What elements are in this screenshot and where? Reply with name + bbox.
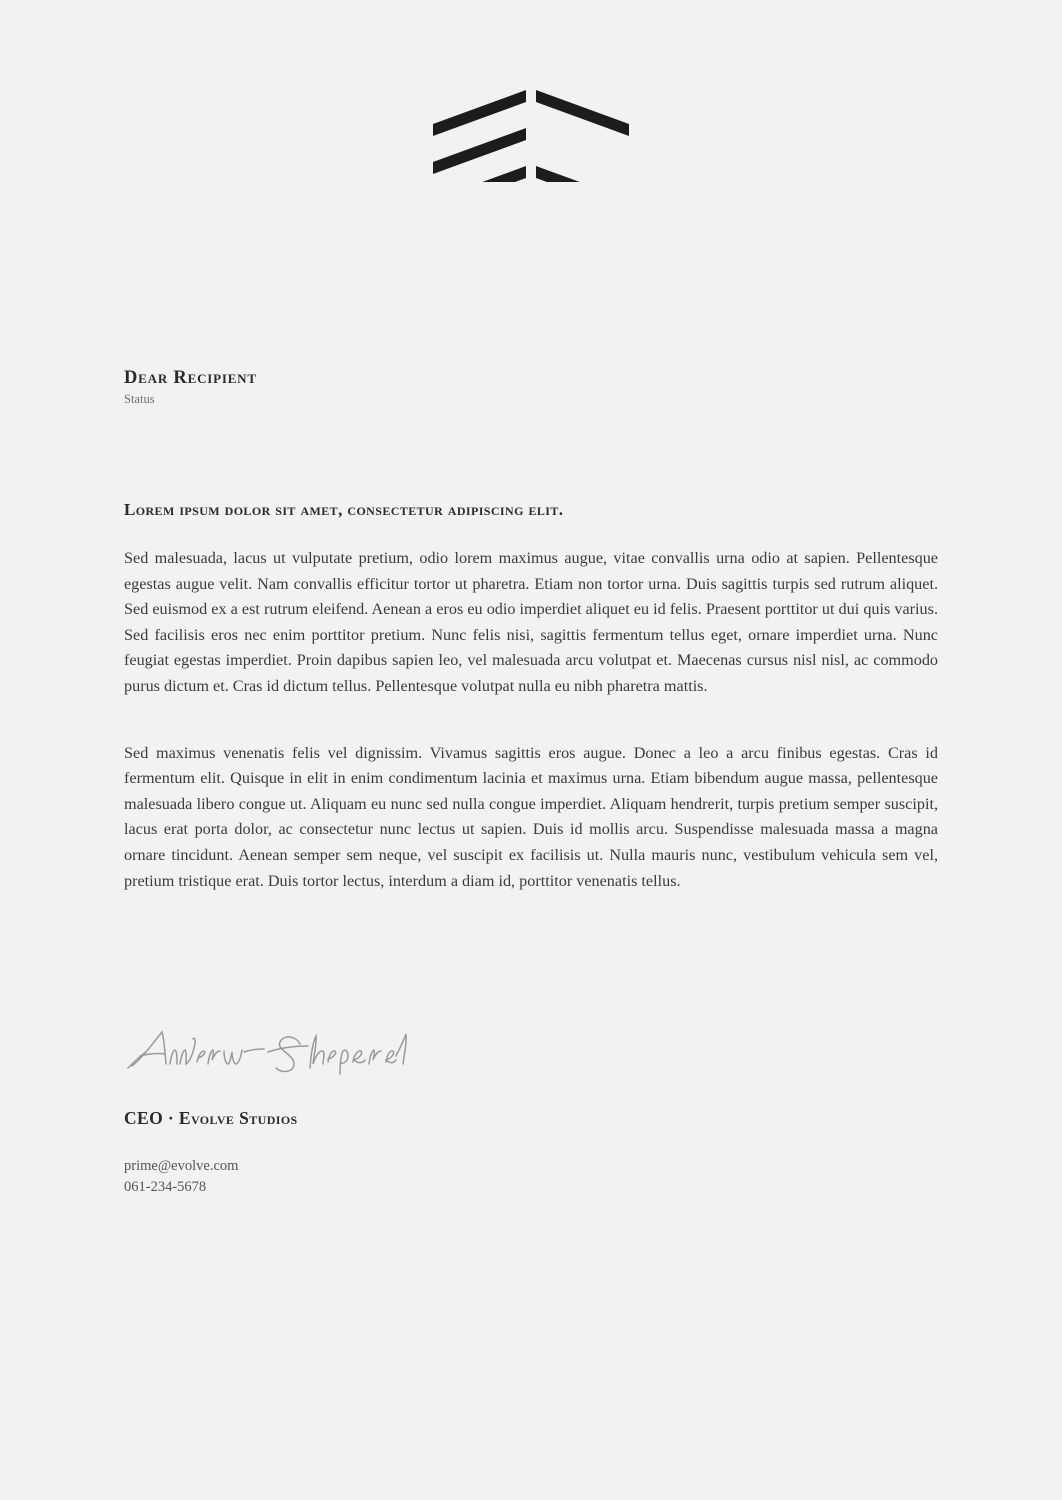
body-copy bbox=[124, 546, 938, 935]
logo-container bbox=[0, 72, 1062, 182]
salutation-block bbox=[124, 368, 257, 407]
contact-email[interactable]: prime@evolve.com bbox=[124, 1158, 239, 1174]
contact-block bbox=[124, 1156, 238, 1198]
paragraph: Sed maximus venenatis felis vel dignissim. Vivamus sagittis eros augue. Donec a leo a arcu finibus egestas. Cras id fermentum elit. Quisque in elit in enim condimentum lacinia et maximus urna. Etiam bibendum augue massa, pellentesque malesuada libero congue ut. Aliquam eu nunc sed nulla congue imperdiet. Aliquam hendrerit, turpis pretium semper suscipit, lacus erat porta dolor, ac consectetur nunc lectus ut sapien. Duis id mollis arcu. Suspendisse malesuada massa a magna ornare tincidunt. Aenean semper sem neque, vel suscipit ex facilisis ut. Nulla mauris nunc, vestibulum vehicula sem vel, pretium tristique erat. Duis tortor lectus, interdum a diam id, porttitor venenatis tellus. bbox=[124, 743, 938, 890]
chevron-mark-icon bbox=[431, 72, 631, 182]
brand-logo bbox=[431, 72, 631, 182]
contact-phone[interactable]: 061-234-5678 bbox=[124, 1179, 207, 1195]
status-label: Status bbox=[124, 392, 155, 407]
signoff-title: CEO · Evolve Studios bbox=[124, 1108, 298, 1128]
signature-image bbox=[124, 1022, 424, 1078]
salutation: Dear Recipient bbox=[124, 368, 257, 388]
paragraph: Sed malesuada, lacus ut vulputate pretium, odio lorem maximus augue, vitae convallis urna odio at sapien. Pellentesque egestas augue velit. Nam convallis efficitur tortor ut pharetra. Etiam non tortor urna. Duis sagittis turpis sed rutrum aliquet. Sed euismod ex a est rutrum eleifend. Aenean a eros eu odio imperdiet aliquet eu id felis. Praesent porttitor ut dui quis varius. Sed facilisis eros nec enim porttitor pretium. Nunc felis nisi, sagittis fermentum tellus eget, ornare imperdiet urna. Nunc feugiat egestas imperdiet. Proin dapibus sapien leo, vel malesuada arcu volutpat et. Maecenas cursus nisl nisl, ac commodo purus dictum et. Cras id dictum tellus. Pellentesque volutpat nulla eu nibh pharetra mattis. bbox=[124, 549, 938, 695]
subject-heading: Lorem ipsum dolor sit amet, consectetur adipiscing elit. bbox=[124, 500, 564, 519]
handwritten-signature-icon bbox=[124, 1022, 424, 1078]
